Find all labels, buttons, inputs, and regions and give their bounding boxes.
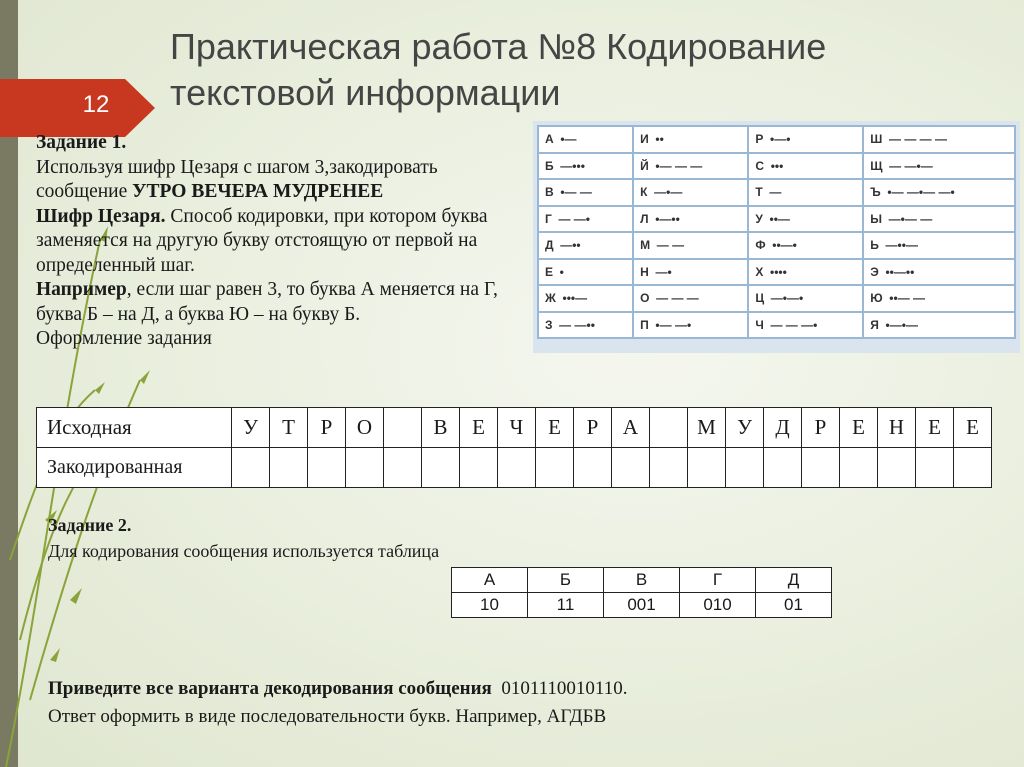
morse-cell: В •— — <box>538 179 633 206</box>
task2-heading: Задание 2. <box>48 515 132 535</box>
morse-cell: Ъ •— —•— —• <box>863 179 1015 206</box>
table-row <box>538 285 1015 312</box>
morse-cell: С ••• <box>748 153 863 180</box>
letter-cell: Б <box>528 568 604 593</box>
source-letter-cell: У <box>232 408 270 448</box>
encoded-letter-cell <box>422 448 460 488</box>
table-row <box>538 259 1015 286</box>
morse-cell: И •• <box>633 126 748 153</box>
morse-cell: Е • <box>538 259 633 286</box>
source-letter-cell: Ч <box>498 408 536 448</box>
code-cell: 010 <box>680 593 756 618</box>
encoded-letter-cell <box>802 448 840 488</box>
task1-message: УТРО ВЕЧЕРА МУДРЕНЕЕ <box>132 181 384 202</box>
source-letter-cell: Д <box>764 408 802 448</box>
task1-text-block <box>36 131 514 352</box>
encoded-letter-cell <box>650 448 688 488</box>
source-letter-cell: Е <box>916 408 954 448</box>
encoded-letter-cell <box>308 448 346 488</box>
decode-instruction: Приведите все варианта декодирования сообщения <box>48 678 492 699</box>
source-letter-cell: Е <box>840 408 878 448</box>
encoded-letter-cell <box>346 448 384 488</box>
encoded-letter-cell <box>536 448 574 488</box>
source-letter-cell: А <box>612 408 650 448</box>
table-row <box>538 153 1015 180</box>
table-row <box>538 126 1015 153</box>
code-cell: 001 <box>604 593 680 618</box>
cipher-definition: Способ кодировки, при котором буква заменяется на другую букву отстоящую от первой на определенный шаг. <box>36 205 488 276</box>
morse-cell: Э ••—•• <box>863 259 1015 286</box>
table-row <box>452 593 832 618</box>
encoded-letter-cell <box>764 448 802 488</box>
code-cell: 11 <box>528 593 604 618</box>
morse-cell: М — — <box>633 232 748 259</box>
encoded-letter-cell <box>840 448 878 488</box>
encoded-letter-cell <box>954 448 992 488</box>
morse-cell: Н —• <box>633 259 748 286</box>
slide-number: 12 <box>82 91 110 118</box>
encoded-letter-cell <box>384 448 422 488</box>
table-row <box>452 568 832 593</box>
morse-cell: Я •—•— <box>863 312 1015 339</box>
source-letter-cell: О <box>346 408 384 448</box>
decode-code: 0101110010110. <box>491 678 628 699</box>
morse-cell: Б —••• <box>538 153 633 180</box>
format-label: Оформление задания <box>36 328 212 349</box>
task2-text-block <box>48 512 439 564</box>
task1-line2-prefix: сообщение <box>36 181 133 202</box>
source-letter-cell: У <box>726 408 764 448</box>
letter-cell: Г <box>680 568 756 593</box>
table-row <box>538 206 1015 233</box>
source-row-label: Исходная <box>37 408 232 448</box>
morse-cell: Ю ••— — <box>863 285 1015 312</box>
source-letter-cell: Е <box>954 408 992 448</box>
slide-title: Практическая работа №8 Кодирование текстовой информации <box>170 26 827 113</box>
encoded-letter-cell <box>270 448 308 488</box>
cipher-term: Шифр Цезаря. <box>36 205 166 227</box>
letter-cell: В <box>604 568 680 593</box>
morse-cell: Ф ••—• <box>748 232 863 259</box>
morse-code-table-image <box>533 121 1020 353</box>
encoded-letter-cell <box>612 448 650 488</box>
morse-cell: Ы —•— — <box>863 206 1015 233</box>
encoded-row-label: Закодированная <box>37 448 232 488</box>
encoded-letter-cell <box>232 448 270 488</box>
example-text: , если шаг равен 3, то буква А меняется на Г, буква Б – на Д, а буква Ю – на букву Б. <box>36 279 498 325</box>
table-row <box>538 312 1015 339</box>
letter-cell: Д <box>756 568 832 593</box>
source-letter-cell: Р <box>802 408 840 448</box>
letter-cell: А <box>452 568 528 593</box>
morse-cell: Х •••• <box>748 259 863 286</box>
morse-cell: А •— <box>538 126 633 153</box>
morse-cell: Т — <box>748 179 863 206</box>
morse-cell: У ••— <box>748 206 863 233</box>
source-letter-cell: Р <box>574 408 612 448</box>
source-letter-cell: Р <box>308 408 346 448</box>
source-letter-cell: Е <box>536 408 574 448</box>
table-row <box>538 232 1015 259</box>
encoded-letter-cell <box>878 448 916 488</box>
encoded-letter-cell <box>726 448 764 488</box>
table-row <box>37 448 992 488</box>
encoded-letter-cell <box>688 448 726 488</box>
morse-cell: О — — — <box>633 285 748 312</box>
table-row <box>538 179 1015 206</box>
example-term: Например <box>36 279 127 300</box>
morse-cell: Ч — — —• <box>748 312 863 339</box>
source-letter-cell: М <box>688 408 726 448</box>
encoded-letter-cell <box>460 448 498 488</box>
table-row <box>37 408 992 448</box>
source-letter-cell: Н <box>878 408 916 448</box>
morse-cell: Ь —••— <box>863 232 1015 259</box>
source-letter-cell: Т <box>270 408 308 448</box>
encoded-letter-cell <box>916 448 954 488</box>
morse-cell: П •— —• <box>633 312 748 339</box>
morse-cell: Л •—•• <box>633 206 748 233</box>
code-cell: 01 <box>756 593 832 618</box>
caesar-answer-table <box>36 407 992 488</box>
morse-cell: Щ — —•— <box>863 153 1015 180</box>
morse-cell: З — —•• <box>538 312 633 339</box>
encoded-letter-cell <box>498 448 536 488</box>
encoded-letter-cell <box>574 448 612 488</box>
answer-instruction: Ответ оформить в виде последовательности букв. Например, АГДБВ <box>48 706 607 727</box>
letter-code-table <box>451 567 832 618</box>
code-cell: 10 <box>452 593 528 618</box>
source-letter-cell: Е <box>460 408 498 448</box>
morse-cell: Ц —•—• <box>748 285 863 312</box>
morse-cell: Ж •••— <box>538 285 633 312</box>
source-letter-cell <box>650 408 688 448</box>
task1-heading: Задание 1. <box>36 132 127 153</box>
task1-line1: Используя шифр Цезаря с шагом 3,закодировать <box>36 156 438 178</box>
task2-text: Для кодирования сообщения используется таблица <box>48 541 440 561</box>
morse-cell: Г — —• <box>538 206 633 233</box>
morse-cell: Й •— — — <box>633 153 748 180</box>
morse-cell: Ш — — — — <box>863 126 1015 153</box>
source-letter-cell <box>384 408 422 448</box>
morse-cell: Р •—• <box>748 126 863 153</box>
morse-cell: К —•— <box>633 179 748 206</box>
source-letter-cell: В <box>422 408 460 448</box>
morse-cell: Д —•• <box>538 232 633 259</box>
decode-task-block <box>48 675 627 731</box>
